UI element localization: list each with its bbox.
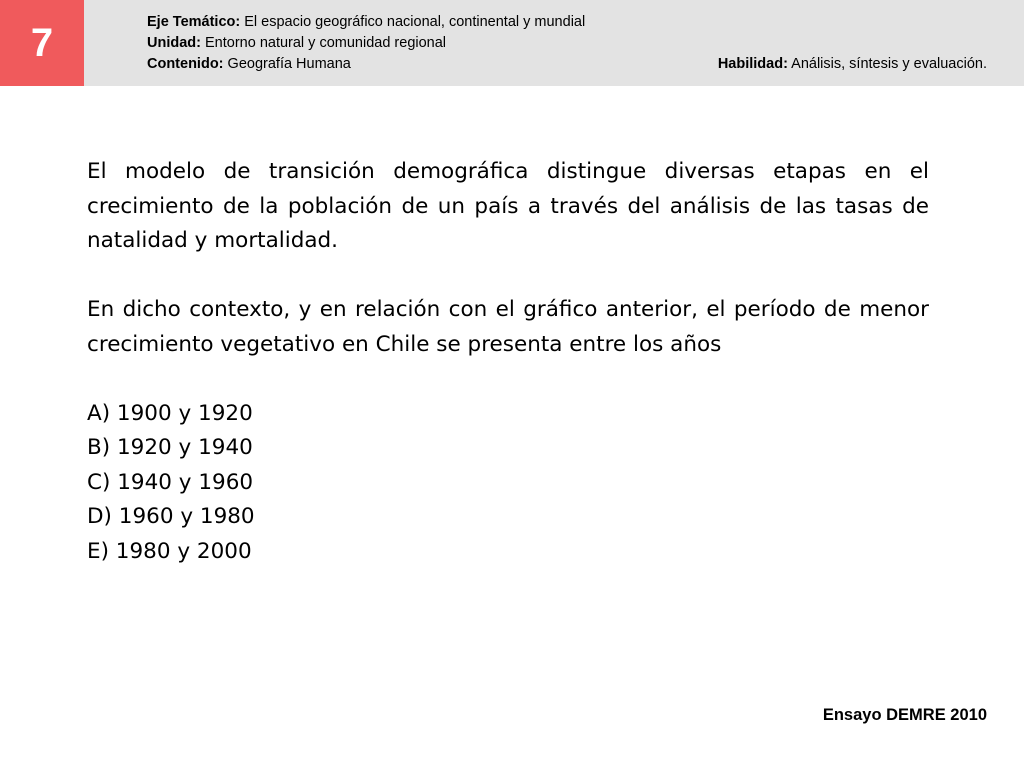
question-body — [87, 155, 929, 569]
question-paragraph-1: El modelo de transición demográfica distingue diversas etapas en el crecimiento de la población de un país a través del análisis de las tasas de natalidad y mortalidad. — [87, 159, 929, 253]
habilidad-label: Habilidad: — [717, 56, 788, 72]
option-b: B) 1920 y 1940 — [87, 435, 253, 460]
eje-tematico-value: El espacio geográfico nacional, continental y mundial — [244, 14, 586, 30]
answer-options — [87, 397, 929, 570]
question-paragraph-2: En dicho contexto, y en relación con el gráfico anterior, el período de menor crecimiento vegetativo en Chile se presenta entre los años — [87, 297, 929, 357]
unidad-label: Unidad: — [147, 35, 201, 51]
habilidad-value: Análisis, síntesis y evaluación. — [791, 56, 987, 72]
unidad-line — [147, 34, 446, 52]
option-d: D) 1960 y 1980 — [87, 504, 255, 529]
unidad-value: Entorno natural y comunidad regional — [205, 35, 447, 51]
habilidad-line — [718, 55, 987, 73]
header-band — [0, 0, 1024, 86]
contenido-line — [147, 55, 351, 73]
eje-tematico-line — [147, 13, 585, 31]
option-c: C) 1940 y 1960 — [87, 469, 254, 495]
option-e: E) 1980 y 2000 — [87, 538, 252, 564]
contenido-value: Geografía Humana — [227, 56, 351, 72]
contenido-label: Contenido: — [147, 56, 224, 72]
source-label: Ensayo DEMRE 2010 — [822, 706, 987, 724]
option-a: A) 1900 y 1920 — [87, 400, 253, 426]
eje-tematico-label: Eje Temático: — [147, 14, 241, 30]
question-number-badge: 7 — [0, 0, 84, 86]
